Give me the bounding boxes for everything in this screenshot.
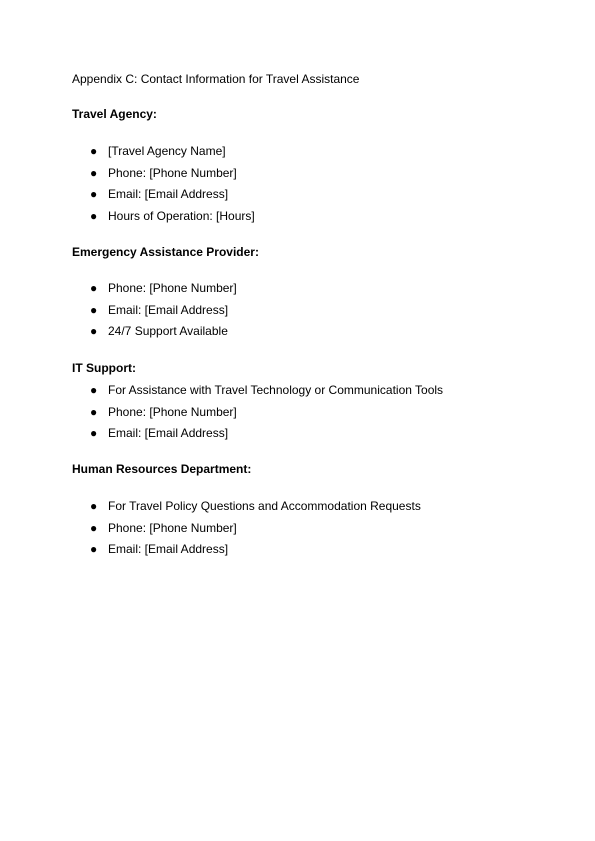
- list-item-text: Phone: [Phone Number]: [108, 281, 237, 295]
- appendix-title: Appendix C: Contact Information for Travel Assistance: [72, 72, 360, 86]
- bullet-icon: ●: [90, 281, 98, 295]
- list-item-text: Email: [Email Address]: [108, 542, 229, 557]
- list-item-text: 24/7 Support Available: [108, 324, 228, 339]
- bullet-icon: ●: [90, 324, 98, 339]
- list-item-text: Phone: [Phone Number]: [108, 165, 237, 180]
- bullet-icon: ●: [90, 383, 98, 397]
- list-item-text: Email: [Email Address]: [108, 302, 229, 317]
- list-item-text: Email: [Email Address]: [108, 187, 229, 202]
- list-item-text: For Travel Policy Questions and Accommodation Requests: [108, 499, 421, 513]
- section-heading-travel-agency: Travel Agency:: [72, 107, 157, 121]
- list-item-text: Hours of Operation: [Hours]: [108, 208, 255, 223]
- bullet-icon: ●: [90, 404, 98, 419]
- list-item-text: For Assistance with Travel Technology or Communication Tools: [108, 383, 444, 397]
- list-item-text: Email: [Email Address]: [108, 426, 229, 441]
- section-heading-human-resources: Human Resources Department:: [72, 462, 252, 476]
- list-item-text: Phone: [Phone Number]: [108, 404, 237, 419]
- bullet-icon: ●: [90, 542, 98, 557]
- list-item-text: Phone: [Phone Number]: [108, 520, 237, 535]
- bullet-icon: ●: [90, 499, 98, 513]
- bullet-icon: ●: [90, 165, 98, 180]
- bullet-icon: ●: [90, 520, 98, 535]
- section-heading-emergency-assistance: Emergency Assistance Provider:: [72, 245, 259, 259]
- bullet-icon: ●: [90, 426, 98, 441]
- bullet-icon: ●: [90, 144, 98, 158]
- bullet-icon: ●: [90, 187, 98, 202]
- bullet-icon: ●: [90, 302, 98, 317]
- list-item-text: [Travel Agency Name]: [108, 144, 226, 158]
- bullet-icon: ●: [90, 208, 98, 223]
- section-heading-it-support: IT Support:: [72, 361, 136, 375]
